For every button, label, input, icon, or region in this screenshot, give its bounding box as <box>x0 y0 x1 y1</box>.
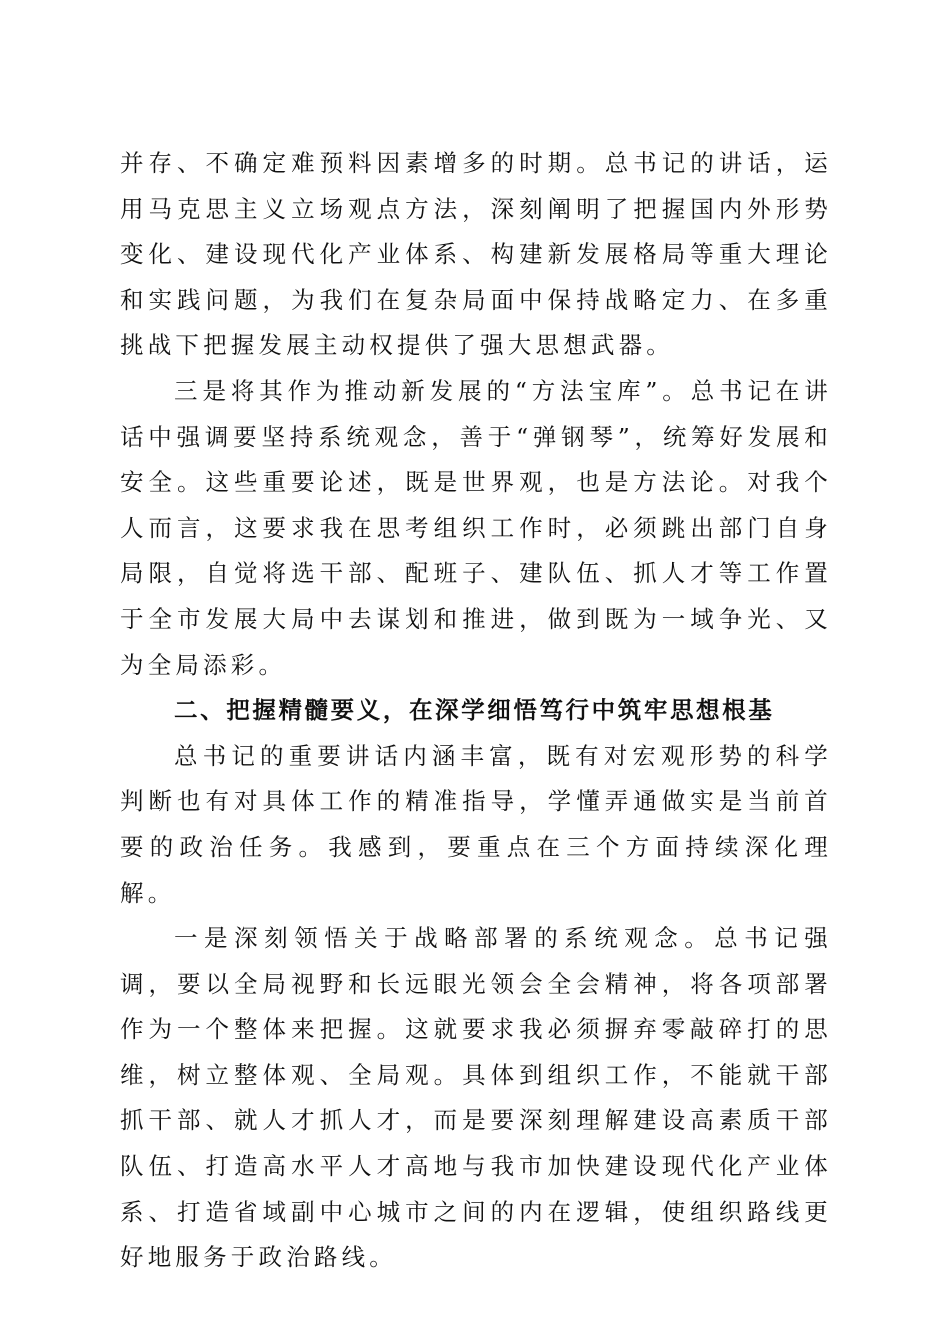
section-heading-2: 二、把握精髓要义，在深学细悟笃行中筑牢思想根基 <box>174 696 775 725</box>
paragraph-continuation: 并存、不确定难预料因素增多的时期。总书记的讲话，运用马克思主义立场观点方法，深刻阐明了把握国内外形势变化、建设现代化产业体系、构建新发展格局等重大理论和实践问题，为我们在复杂局面中保持战略定力、在多重挑战下把握发展主动权提供了强大思想武器。 <box>120 149 832 360</box>
paragraph-section-intro: 总书记的重要讲话内涵丰富，既有对宏观形势的科学判断也有对具体工作的精准指导，学懂弄通做实是当前首要的政治任务。我感到，要重点在三个方面持续深化理解。 <box>120 741 832 907</box>
document-body <box>120 141 832 1281</box>
paragraph-method-treasury: 三是将其作为推动新发展的“方法宝库”。总书记在讲话中强调要坚持系统观念，善于“弹钢琴”，统筹好发展和安全。这些重要论述，既是世界观，也是方法论。对我个人而言，这要求我在思考组织工作时，必须跳出部门自身局限，自觉将选干部、配班子、建队伍、抓人才等工作置于全市发展大局中去谋划和推进，做到既为一域争光、又为全局添彩。 <box>120 376 832 679</box>
paragraph-system-concept: 一是深刻领悟关于战略部署的系统观念。总书记强调，要以全局视野和长远眼光领会全会精神，将各项部署作为一个整体来把握。这就要求我必须摒弃零敲碎打的思维，树立整体观、全局观。具体到组织工作，不能就干部抓干部、就人才抓人才，而是要深刻理解建设高素质干部队伍、打造高水平人才高地与我市加快建设现代化产业体系、打造省域副中心城市之间的内在逻辑，使组织路线更好地服务于政治路线。 <box>120 924 832 1272</box>
